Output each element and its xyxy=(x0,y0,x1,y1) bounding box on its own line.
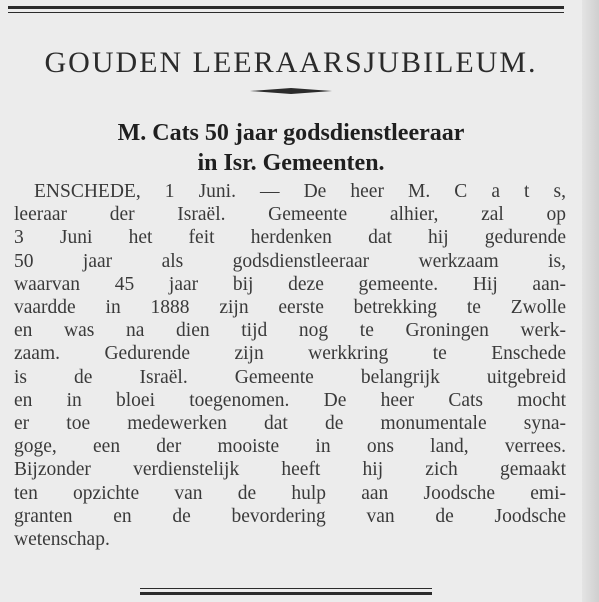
bottom-divider xyxy=(140,588,432,595)
subtitle-line-2: in Isr. Gemeenten. xyxy=(197,150,385,176)
body-line: granten en de bevordering van de Joodsche xyxy=(14,505,566,527)
article-heading: GOUDEN LEERAARSJUBILEUM. xyxy=(44,46,538,79)
body-line: ENSCHEDE, 1 Juni. — De heer M. C a t s, xyxy=(34,181,566,202)
body-line: leeraar der Israël. Gemeente alhier, zal op xyxy=(14,204,566,226)
body-line: er toe medewerken dat de monumentale syna- xyxy=(14,413,566,435)
body-line: ten opzichte van de hulp aan Joodsche emi- xyxy=(14,482,566,504)
body-line: zaam. Gedurende zijn werkkring te Enschede xyxy=(14,343,566,365)
body-line: waarvan 45 jaar bij deze gemeente. Hij aan- xyxy=(14,273,566,295)
body-line: en was na dien tijd nog te Groningen werk- xyxy=(14,320,566,342)
body-line: is de Israël. Gemeente belangrijk uitgebreid xyxy=(14,366,566,388)
heading-ornament xyxy=(250,88,332,94)
top-divider xyxy=(8,6,564,13)
subtitle-line-1: M. Cats 50 jaar godsdienstleeraar xyxy=(117,120,465,146)
body-line: wetenschap. xyxy=(14,529,110,551)
body-line: Bijzonder verdienstelijk heeft hij zich gemaakt xyxy=(14,459,566,481)
scan-edge xyxy=(582,0,599,602)
body-line: vaardde in 1888 zijn eerste betrekking te Zwolle xyxy=(14,297,566,319)
article-subtitle xyxy=(0,118,582,178)
article-body xyxy=(14,180,566,551)
body-line: 50 jaar als godsdienstleeraar werkzaam is, xyxy=(14,250,566,272)
body-line: en in bloei toegenomen. De heer Cats mocht xyxy=(14,389,566,411)
body-line: 3 Juni het feit herdenken dat hij gedurende xyxy=(14,227,566,249)
body-line: goge, een der mooiste in ons land, verrees. xyxy=(14,436,566,458)
